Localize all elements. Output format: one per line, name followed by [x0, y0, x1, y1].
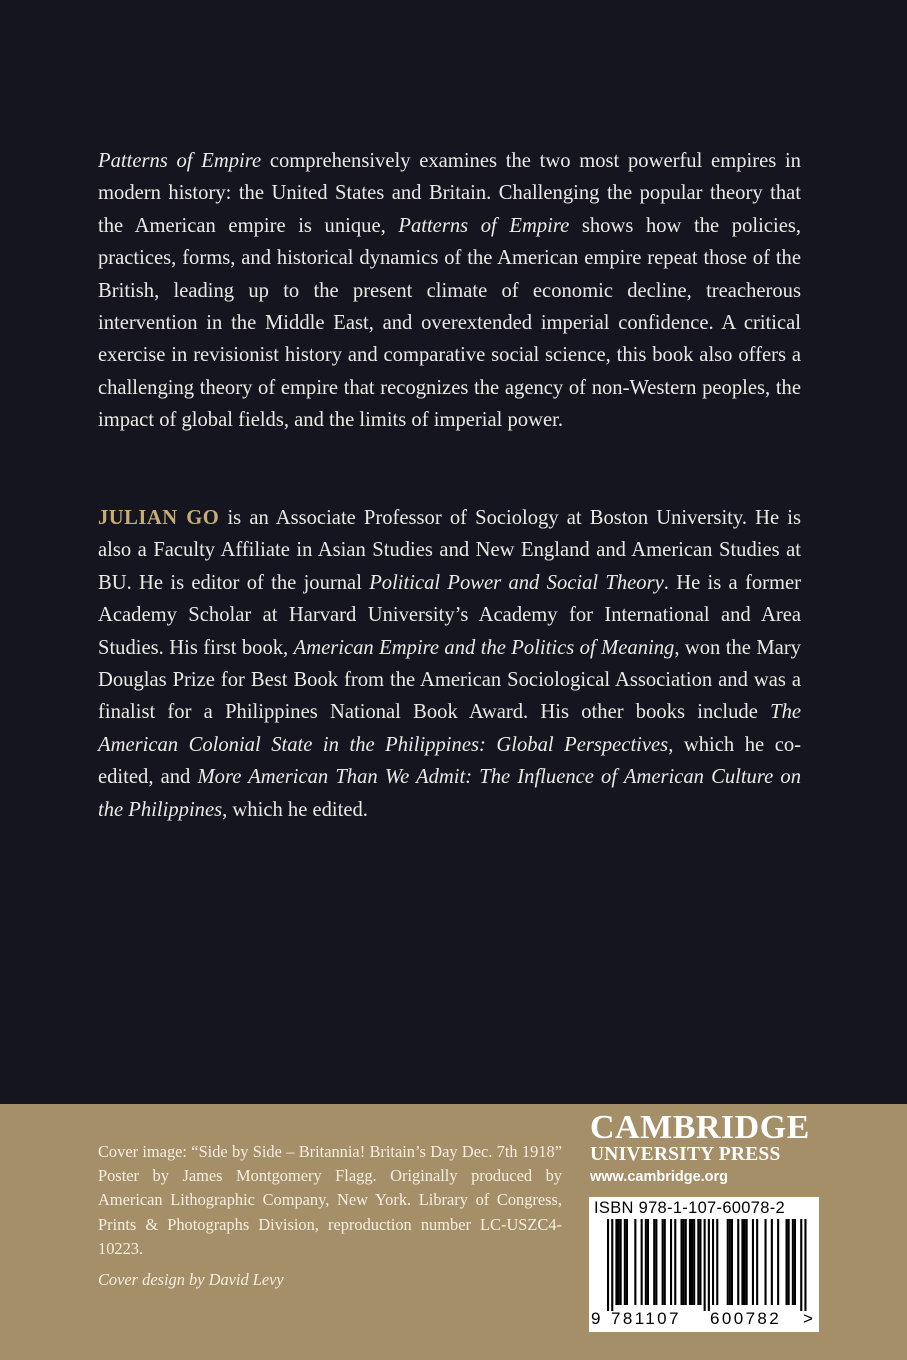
barcode-bar — [641, 1219, 643, 1305]
barcode-guard-bar — [704, 1219, 706, 1311]
cover-design-credit: Cover design by David Levy — [98, 1270, 284, 1289]
barcode-bar — [786, 1219, 788, 1305]
barcode-bar — [741, 1219, 743, 1305]
isbn-label: ISBN 978-1-107-60078-2 — [594, 1199, 785, 1217]
bio-text-4: , which he co-edited, and — [98, 733, 801, 789]
barcode-bar — [624, 1219, 626, 1305]
barcode-bar — [615, 1219, 617, 1305]
barcode-bar — [693, 1219, 695, 1305]
barcode-bars — [593, 1219, 815, 1311]
barcode-bar — [697, 1219, 699, 1305]
barcode-bar — [712, 1219, 714, 1305]
publisher-subname: UNIVERSITY PRESS — [590, 1144, 781, 1165]
barcode-bar — [737, 1219, 739, 1305]
barcode-guard-bar — [800, 1219, 802, 1311]
barcode-bar — [756, 1219, 758, 1305]
barcode-arrow: > — [803, 1309, 813, 1328]
barcode-guard-bar — [607, 1219, 609, 1311]
barcode-bar — [653, 1219, 655, 1305]
barcode-bar — [681, 1219, 683, 1305]
book-title-1: American Empire and the Politics of Meaning — [293, 636, 675, 659]
barcode-bar — [794, 1219, 796, 1305]
barcode-bar — [634, 1219, 636, 1305]
barcode-bar — [771, 1219, 773, 1305]
author-name: JULIAN GO — [98, 507, 220, 529]
barcode-digit-first: 9 — [591, 1309, 601, 1328]
barcode-bar — [626, 1219, 628, 1305]
barcode-bar — [744, 1219, 746, 1305]
publisher-url[interactable]: www.cambridge.org — [590, 1169, 729, 1185]
barcode-bar — [792, 1219, 794, 1305]
barcode-bar — [788, 1219, 790, 1305]
blurb-text-1: comprehensively examines the two most powerful empires in modern history: the United States and Britain. Challenging the popular theory that the American empire is unique, — [98, 150, 801, 237]
barcode-bar — [716, 1219, 718, 1305]
barcode-bar — [752, 1219, 754, 1305]
blurb-text-2: shows how the policies, practices, forms, and historical dynamics of the American empire repeat those of the British, leading up to the present climate of economic decline, treacherous intervention in the Middle East, and overextended imperial confidence. A critical exercise in revisionist history and comparative social science, this book also offers a challenging theory of empire that recognizes the agency of non-Western peoples, the impact of global fields, and the limits of imperial power. — [98, 214, 801, 432]
barcode-bar — [691, 1219, 693, 1305]
barcode-bar — [647, 1219, 649, 1305]
book-title-3: More American Than We Admit: The Influence of American Culture on the Philippines — [98, 766, 801, 821]
book-blurb — [98, 145, 801, 437]
barcode-bar — [655, 1219, 657, 1305]
barcode-bar — [683, 1219, 685, 1305]
barcode-bar — [746, 1219, 748, 1305]
barcode-bar — [645, 1219, 647, 1305]
barcode-bar — [670, 1219, 672, 1305]
barcode-bar — [699, 1219, 701, 1305]
barcode-guard-bar — [708, 1219, 710, 1311]
bio-text-5: , which he edited. — [222, 798, 368, 821]
barcode-bar — [620, 1219, 622, 1305]
publisher-logo — [590, 1110, 820, 1187]
barcode-bar — [674, 1219, 676, 1305]
barcode-bar — [618, 1219, 620, 1305]
barcode-bar — [689, 1219, 691, 1305]
blurb-title: Patterns of Empire — [98, 150, 262, 172]
barcode-bar — [685, 1219, 687, 1305]
journal-title: Political Power and Social Theory — [369, 571, 664, 594]
author-bio — [98, 502, 801, 826]
book-title-2: The American Colonial State in the Philippines: Global Perspectives — [98, 701, 801, 756]
cover-image-credit: Cover image: “Side by Side – Britannia! Britain’s Day Dec. 7th 1918” Poster by James Montgomery Flagg. Originally produced by American Lithographic Company, New York. Library of Congress, Prints & Photographs Division, reproduction number LC-USZC4-10223. — [98, 1142, 562, 1258]
barcode-bar — [765, 1219, 767, 1305]
bio-text-2: . He is a former Academy Scholar at Harvard University’s Academy for International and Area Studies. His first book, — [98, 571, 801, 659]
publisher-name: CAMBRIDGE — [590, 1109, 810, 1146]
bio-text-1: is an Associate Professor of Sociology at Boston University. He is also a Faculty Affiliate in Asian Studies and New England and American Studies at BU. He is editor of the journal — [98, 507, 801, 594]
barcode-digits-left: 781107 — [611, 1309, 681, 1328]
barcode-bar — [731, 1219, 733, 1305]
barcode-digits-right: 600782 — [710, 1309, 782, 1328]
barcode-guard-bar — [611, 1219, 613, 1311]
isbn-barcode — [589, 1197, 819, 1332]
barcode-bar — [777, 1219, 779, 1305]
barcode-guard-bar — [804, 1219, 806, 1311]
bio-text-3: , won the Mary Douglas Prize for Best Book from the American Sociological Association and was a finalist for a Philippines National Book Award. His other books include — [98, 636, 801, 724]
blurb-title-2: Patterns of Empire — [398, 214, 570, 237]
barcode-bar — [729, 1219, 731, 1305]
barcode-bar — [727, 1219, 729, 1305]
barcode-bar — [662, 1219, 664, 1305]
barcode-bar — [664, 1219, 666, 1305]
